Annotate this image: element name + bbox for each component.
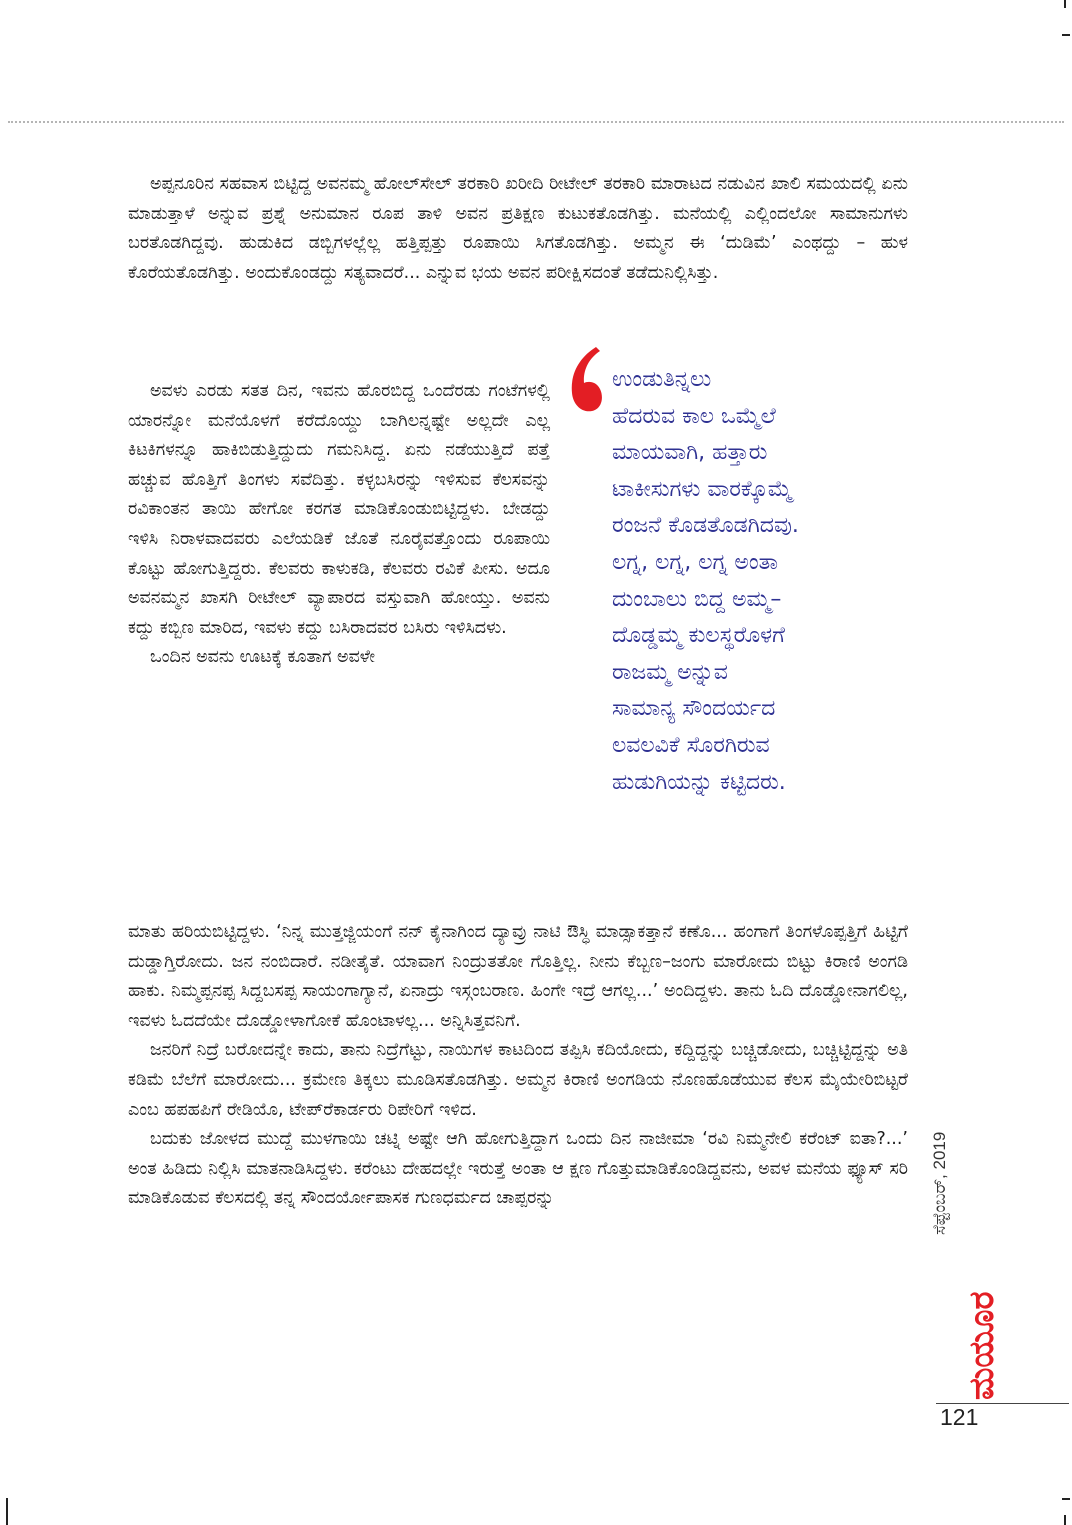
quote-mark-icon [566, 345, 606, 415]
dotted-divider [8, 121, 1064, 123]
pull-quote [612, 362, 902, 801]
pull-quote-line: ಹೆದರುವ ಕಾಲ ಒಮ್ಮೆಲೆ [612, 403, 776, 429]
article-body-top [128, 170, 908, 288]
crop-mark [1062, 34, 1070, 36]
article-body-column [128, 377, 550, 673]
crop-mark [1064, 1515, 1066, 1525]
paragraph: ಅವಳು ಎರಡು ಸತತ ದಿನ, ಇವನು ಹೊರಬಿದ್ದ ಒಂದೆರಡು ಗಂಟೆಗಳಲ್ಲಿ ಯಾರನ್ನೋ ಮನೆಯೊಳಗೆ ಕರೆದೊಯ್ದು ಬಾಗಿಲನ್ನಷ್ಟೇ ಅಲ್ಲದೇ ಎಲ್ಲ ಕಿಟಕಿಗಳನ್ನೂ ಹಾಕಿಬಿಡುತ್ತಿದ್ದುದು ಗಮನಿಸಿದ್ದ. ಏನು ನಡೆಯುತ್ತಿದೆ ಪತ್ತೆ ಹಚ್ಚುವ ಹೊತ್ತಿಗೆ ತಿಂಗಳು ಸವೆದಿತ್ತು. ಕಳ್ಳಬಸಿರನ್ನು ಇಳಿಸುವ ಕೆಲಸವನ್ನು ರವಿಕಾಂತನ ತಾಯಿ ಹೇಗೋ ಕರಗತ ಮಾಡಿಕೊಂಡುಬಿಟ್ಟಿದ್ದಳು. ಬೇಡದ್ದು ಇಳಿಸಿ ನಿರಾಳವಾದವರು ಎಲೆಯಡಿಕೆ ಜೊತೆ ನೂರೈವತ್ತೊಂದು ರೂಪಾಯಿ ಕೊಟ್ಟು ಹೋಗುತ್ತಿದ್ದರು. ಕೆಲವರು ಕಾಳುಕಡಿ, ಕೆಲವರು ರವಿಕೆ ಪೀಸು. ಅದೂ ಅವನಮ್ಮನ ಖಾಸಗಿ ರೀಟೇಲ್ ವ್ಯಾಪಾರದ ವಸ್ತುವಾಗಿ ಹೋಯ್ತು. ಅವನು ಕದ್ದು ಕಬ್ಬಿಣ ಮಾರಿದ, ಇವಳು ಕದ್ದು ಬಸಿರಾದವರ ಬಸಿರು ಇಳಿಸಿದಳು. [128, 381, 550, 638]
paragraph: ಮಾತು ಹರಿಯಬಿಟ್ಟಿದ್ದಳು. ‘ನಿನ್ನ ಮುತ್ತಜ್ಜಿಯಂಗೆ ನನ್ ಕೈನಾಗಿಂದ ದ್ಯಾವ್ರು ನಾಟಿ ಔಸ್ಧಿ ಮಾಡ್ಸಾಕತ್ತಾನೆ ಕಣೊ... ಹಂಗಾಗೆ ತಿಂಗಳೊಪ್ಪತ್ತಿಗೆ ಹಿಟ್ಟಿಗೆ ದುಡ್ಡಾಗ್ತಿರೋದು. ಜನ ನಂಬಿದಾರೆ. ನಡೀತೈತೆ. ಯಾವಾಗ ನಿಂದ್ರುತತೋ ಗೊತ್ತಿಲ್ಲ. ನೀನು ಕೆಬ್ಬಣ–ಜಂಗು ಮಾರೋದು ಬಿಟ್ಟು ಕಿರಾಣಿ ಅಂಗಡಿ ಹಾಕು. ನಿಮ್ಮಪ್ಪನಪ್ಪ ಸಿದ್ದಬಸಪ್ಪ ಸಾಯಂಗಾಗ್ಯಾನೆ, ಏನಾದ್ರು ಇಸ್ಗಂಬರಾಣ. ಹಿಂಗೇ ಇದ್ರೆ ಆಗಲ್ಲ...’ ಅಂದಿದ್ದಳು. ತಾನು ಓದಿ ದೊಡ್ಡೋನಾಗಲಿಲ್ಲ, ಇವಳು ಓದದೆಯೇ ದೊಡ್ಡೋಳಾಗೋಕೆ ಹೊಂಟಾಳಲ್ಲ... ಅನ್ನಿಸಿತ್ತವನಿಗೆ. [128, 922, 908, 1031]
pull-quote-line: ಮಾಯವಾಗಿ, ಹತ್ತಾರು [612, 440, 768, 466]
pull-quote-line: ಹುಡುಗಿಯನ್ನು ಕಟ್ಟಿದರು. [612, 769, 786, 795]
issue-date: ಸೆಪ್ಟೆಂಬರ್, 2019 [930, 1131, 949, 1235]
crop-mark [1062, 1498, 1070, 1500]
pull-quote-line: ರಂಜನೆ ಕೊಡತೊಡಗಿದವು. [612, 513, 799, 539]
pull-quote-line: ದುಂಬಾಲು ಬಿದ್ದ ಅಮ್ಮ– [612, 586, 782, 612]
paragraph: ಒಂದಿನ ಅವನು ಊಟಕ್ಕೆ ಕೂತಾಗ ಅವಳೇ [150, 647, 376, 668]
pull-quote-line: ಉಂಡುತಿನ್ನಲು [612, 367, 712, 392]
page-number: 121 [940, 1404, 979, 1430]
pull-quote-line: ಸಾಮಾನ್ಯ ಸೌಂದರ್ಯದ [612, 696, 776, 722]
crop-mark [6, 1498, 8, 1525]
crop-mark [1064, 0, 1066, 8]
article-body-bottom [128, 918, 908, 1214]
pull-quote-line: ಲಗ್ನ, ಲಗ್ನ, ಲಗ್ನ ಅಂತಾ [612, 549, 779, 575]
paragraph: ಬದುಕು ಜೋಳದ ಮುದ್ದೆ ಮುಳಗಾಯಿ ಚಟ್ನಿ ಅಷ್ಟೇ ಆಗಿ ಹೋಗುತ್ತಿದ್ದಾಗ ಒಂದು ದಿನ ನಾಜೀಮಾ ‘ರವಿ ನಿಮ್ಮನೇಲಿ ಕರೆಂಟ್ ಐತಾ?...’ ಅಂತ ಹಿಡಿದು ನಿಲ್ಲಿಸಿ ಮಾತನಾಡಿಸಿದ್ದಳು. ಕರೆಂಟು ದೇಹದಲ್ಲೇ ಇರುತ್ತೆ ಅಂತಾ ಆ ಕ್ಷಣ ಗೊತ್ತುಮಾಡಿಕೊಂಡಿದ್ದವನು, ಅವಳ ಮನೆಯ ಫ್ಯೂಸ್ ಸರಿ ಮಾಡಿಕೊಡುವ ಕೆಲಸದಲ್ಲಿ ತನ್ನ ಸೌಂದರ್ಯೋಪಾಸಕ ಗುಣಧರ್ಮದ ಚಾಪ್ಪರನ್ನು [128, 1129, 908, 1209]
pull-quote-line: ದೊಡ್ಡಮ್ಮ ಕುಲಸ್ಥರೊಳಗೆ [612, 623, 785, 649]
magazine-logo: ಮಯೂರ [962, 1291, 1002, 1400]
pull-quote-line: ಲವಲವಿಕೆ ಸೊರಗಿರುವ [612, 732, 770, 758]
paragraph: ಅಪ್ಪನೂರಿನ ಸಹವಾಸ ಬಿಟ್ಟಿದ್ದ ಅವನಮ್ಮ ಹೋಲ್‌ಸೇಲ್ ತರಕಾರಿ ಖರೀದಿ ರೀಟೇಲ್ ತರಕಾರಿ ಮಾರಾಟದ ನಡುವಿನ ಖಾಲಿ ಸಮಯದಲ್ಲಿ ಏನು ಮಾಡುತ್ತಾಳೆ ಅನ್ನುವ ಪ್ರಶ್ನೆ ಅನುಮಾನ ರೂಪ ತಾಳಿ ಅವನ ಪ್ರತಿಕ್ಷಣ ಕುಟುಕತೊಡಗಿತ್ತು. ಮನೆಯಲ್ಲಿ ಎಲ್ಲಿಂದಲೋ ಸಾಮಾನುಗಳು ಬರತೊಡಗಿದ್ದವು. ಹುಡುಕಿದ ಡಬ್ಬಿಗಳಲ್ಲೆಲ್ಲ ಹತ್ತಿಪ್ಪತ್ತು ರೂಪಾಯಿ ಸಿಗತೊಡಗಿತ್ತು. ಅಮ್ಮನ ಈ ‘ದುಡಿಮೆ’ ಎಂಥದ್ದು – ಹುಳ ಕೊರೆಯತೊಡಗಿತ್ತು. ಅಂದುಕೊಂಡದ್ದು ಸತ್ಯವಾದರೆ... ಎನ್ನುವ ಭಯ ಅವನ ಪರೀಕ್ಷಿಸದಂತೆ ತಡೆದುನಿಲ್ಲಿಸಿತ್ತು. [128, 174, 908, 283]
pull-quote-line: ಟಾಕೀಸುಗಳು ವಾರಕ್ಕೊಮ್ಮೆ [612, 476, 793, 502]
paragraph: ಜನರಿಗೆ ನಿದ್ರೆ ಬರೋದನ್ನೇ ಕಾದು, ತಾನು ನಿದ್ರೆಗೆಟ್ಟು, ನಾಯಿಗಳ ಕಾಟದಿಂದ ತಪ್ಪಿಸಿ ಕದಿಯೋದು, ಕದ್ದಿದ್ದನ್ನು ಬಚ್ಚಿಡೋದು, ಬಚ್ಚಿಟ್ಟಿದ್ದನ್ನು ಅತಿ ಕಡಿಮೆ ಬೆಲೆಗೆ ಮಾರೋದು... ಕ್ರಮೇಣ ತಿಕ್ಕಲು ಮೂಡಿಸತೊಡಗಿತ್ತು. ಅಮ್ಮನ ಕಿರಾಣಿ ಅಂಗಡಿಯ ನೊಣಹೊಡೆಯುವ ಕೆಲಸ ಮೈಯೇರಿಬಿಟ್ಟರೆ ಎಂಬ ಹಪಹಪಿಗೆ ರೇಡಿಯೊ, ಟೇಪ್‌ರೆಕಾರ್ಡರು ರಿಪೇರಿಗೆ ಇಳಿದ. [128, 1040, 908, 1120]
pull-quote-line: ರಾಜಮ್ಮ ಅನ್ನುವ [612, 659, 728, 685]
